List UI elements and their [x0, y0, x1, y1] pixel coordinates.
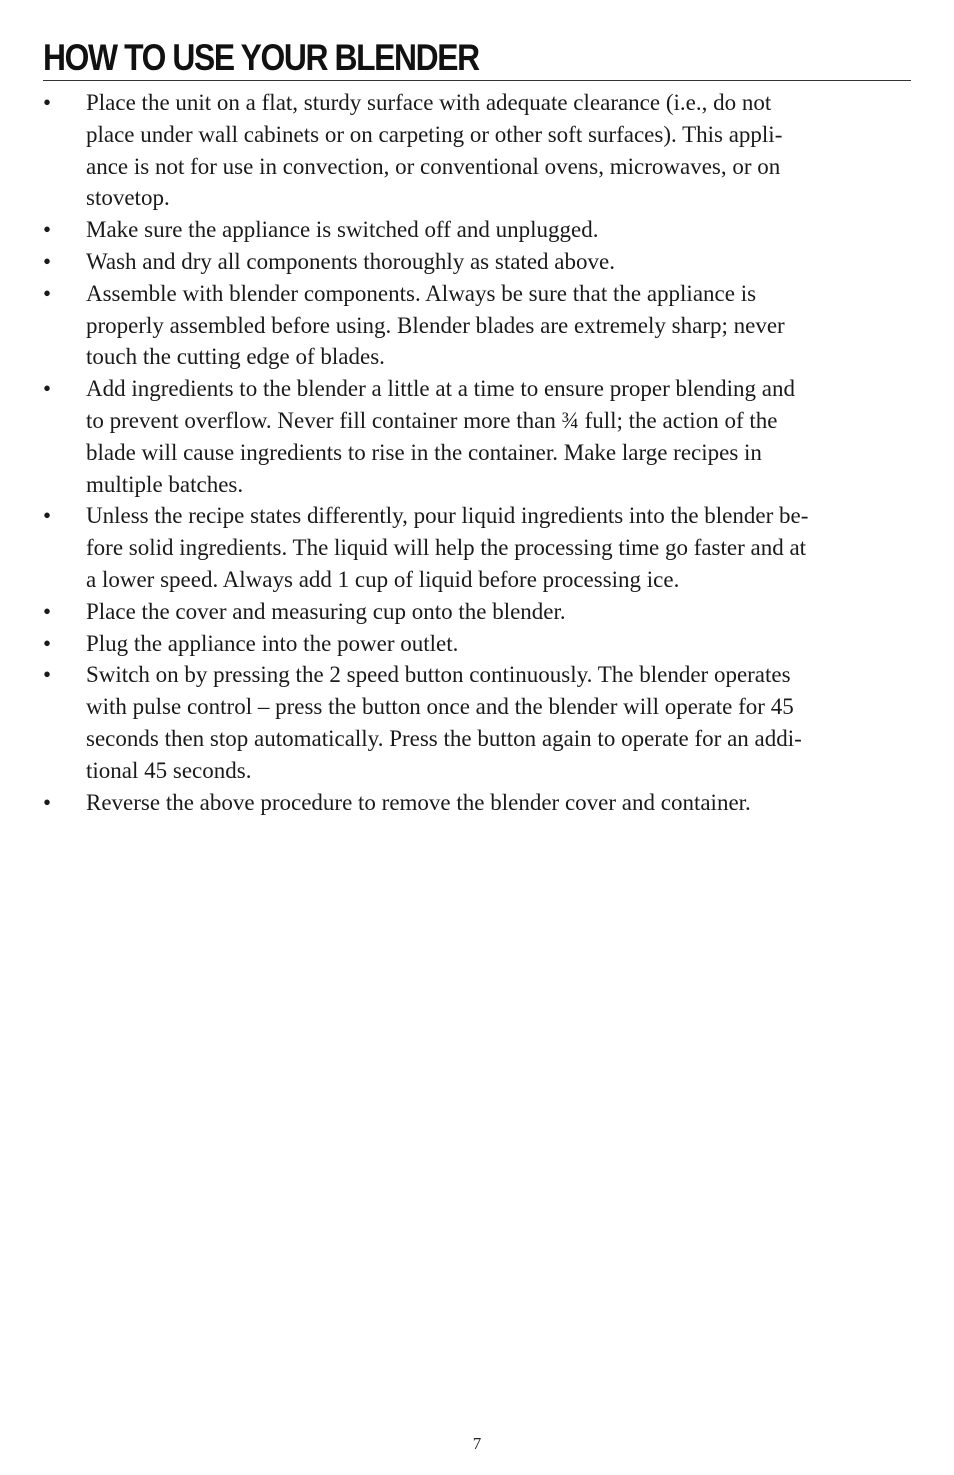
instruction-item — [43, 787, 911, 819]
instruction-text-line: to prevent overflow. Never fill container more than ¾ full; the action of the — [86, 407, 778, 433]
bullet-icon: • — [43, 789, 52, 815]
instruction-text-line: Make sure the appliance is switched off and unplugged. — [86, 217, 599, 243]
instruction-item — [43, 500, 911, 595]
instruction-text-line: Switch on by pressing the 2 speed button continuously. The blender operates — [86, 662, 791, 688]
bullet-icon: • — [43, 630, 52, 656]
instruction-text-line: Assemble with blender components. Always be sure that the appliance is — [86, 280, 757, 306]
bullet-icon: • — [43, 662, 52, 688]
instruction-text-line: Add ingredients to the blender a little at a time to ensure proper blending and — [86, 376, 795, 402]
instruction-text-line: Reverse the above procedure to remove the blender cover and container. — [86, 789, 751, 815]
instruction-text-line: Place the unit on a flat, sturdy surface with adequate clearance (i.e., do not — [86, 90, 772, 115]
instruction-text-line: ance is not for use in convection, or conventional ovens, microwaves, or on — [86, 153, 781, 179]
instruction-text-line: properly assembled before using. Blender blades are extremely sharp; never — [86, 312, 785, 338]
instruction-text-line: blade will cause ingredients to rise in the container. Make large recipes in — [86, 439, 762, 465]
title-underline — [43, 80, 911, 81]
bullet-icon: • — [43, 280, 52, 306]
instruction-item — [43, 628, 911, 660]
instruction-text-line: Unless the recipe states differently, pour liquid ingredients into the blender be- — [86, 503, 809, 529]
bullet-icon: • — [43, 90, 52, 115]
instruction-text-line: a lower speed. Always add 1 cup of liquid before processing ice. — [86, 566, 680, 592]
instruction-item — [43, 246, 911, 278]
bullet-icon: • — [43, 598, 52, 624]
bullet-icon: • — [43, 503, 52, 529]
instruction-text-line: Wash and dry all components thoroughly as stated above. — [86, 248, 615, 274]
instruction-item — [43, 278, 911, 373]
bullet-icon: • — [43, 217, 52, 243]
instruction-text-line: place under wall cabinets or on carpeting or other soft surfaces). This appli- — [86, 121, 783, 147]
instruction-item — [43, 373, 911, 500]
instruction-text-line: Place the cover and measuring cup onto the blender. — [86, 598, 566, 624]
instruction-item — [43, 659, 911, 786]
instruction-text-line: multiple batches. — [86, 471, 244, 497]
instruction-text-line: tional 45 seconds. — [86, 757, 252, 783]
instruction-text-line: fore solid ingredients. The liquid will help the processing time go faster and at — [86, 535, 807, 561]
instruction-list — [43, 87, 911, 818]
page-title: HOW TO USE YOUR BLENDER — [43, 37, 479, 78]
page-number: 7 — [472, 1434, 482, 1453]
instruction-text-line: stovetop. — [86, 185, 170, 211]
instruction-item — [43, 596, 911, 628]
document-page — [43, 36, 911, 818]
bullet-icon: • — [43, 248, 52, 274]
instruction-text-line: with pulse control – press the button once and the blender will operate for 45 — [86, 694, 794, 720]
instruction-text-line: seconds then stop automatically. Press the button again to operate for an addi- — [86, 725, 802, 751]
instruction-item — [43, 214, 911, 246]
bullet-icon: • — [43, 376, 52, 402]
instruction-text-line: Plug the appliance into the power outlet. — [86, 630, 459, 656]
instruction-text-line: touch the cutting edge of blades. — [86, 344, 385, 370]
instruction-item — [43, 87, 911, 214]
